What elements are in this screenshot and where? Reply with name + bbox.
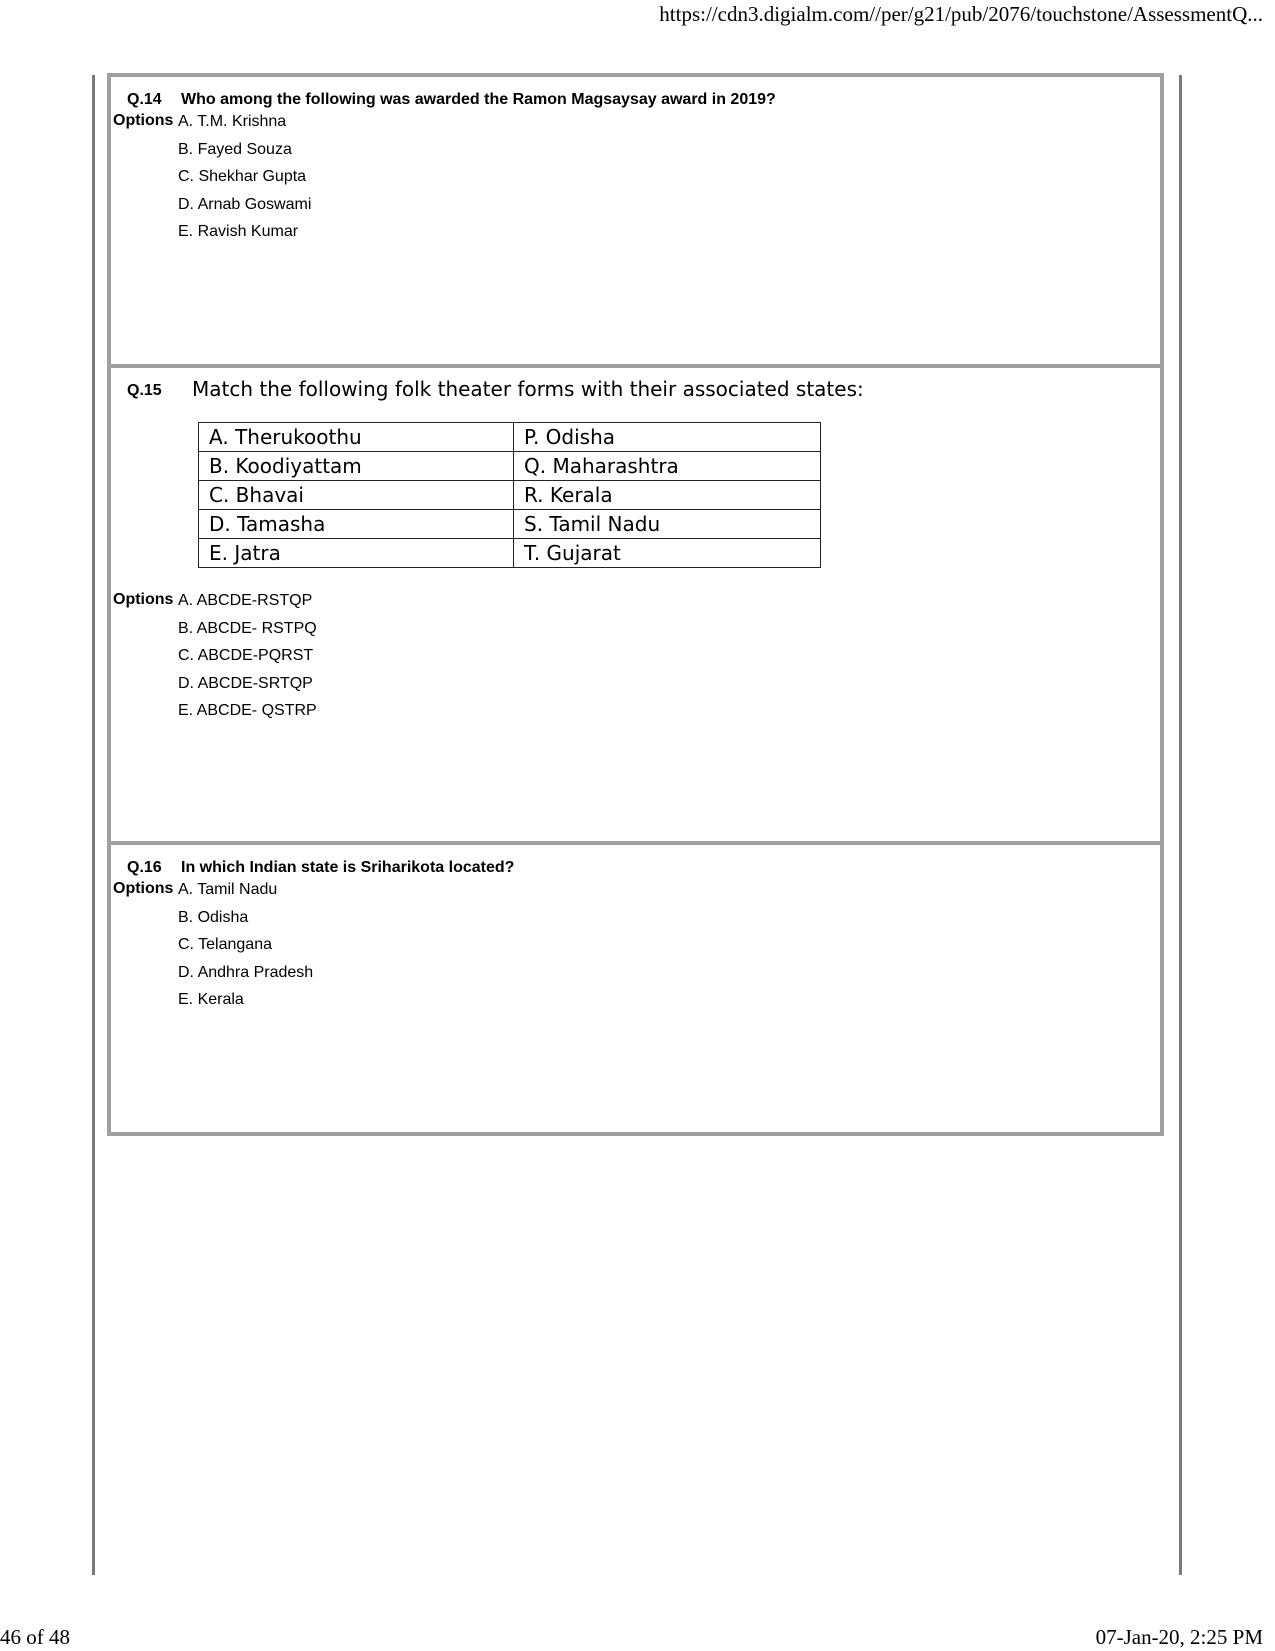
option-c: C. Shekhar Gupta [178, 168, 307, 185]
table-row [199, 452, 821, 481]
table-row [199, 481, 821, 510]
question-number: Q.16 [127, 859, 162, 876]
option-c: C. Telangana [178, 936, 272, 953]
options-label: Options [113, 591, 174, 608]
question-14-box [107, 73, 1164, 368]
table-row [199, 423, 821, 452]
table-cell: B. Koodiyattam [199, 452, 514, 481]
option-b: B. ABCDE- RSTPQ [178, 619, 317, 637]
option-b: B. Odisha [178, 908, 249, 926]
options-list [178, 112, 311, 250]
page-url: https://cdn3.digialm.com//per/g21/pub/2076/touchstone/AssessmentQ... [659, 2, 1263, 26]
option-d: D. Andhra Pradesh [178, 963, 314, 981]
page-counter: 46 of 48 [0, 1625, 70, 1649]
options-list [178, 591, 317, 729]
options-label: Options [113, 112, 174, 129]
table-cell: A. Therukoothu [199, 423, 514, 452]
table-cell: R. Kerala [514, 481, 821, 510]
question-text: In which Indian state is Sriharikota located? [181, 859, 515, 876]
print-datetime: 07-Jan-20, 2:25 PM [1095, 1625, 1263, 1649]
table-row [199, 539, 821, 568]
option-a: A. T.M. Krishna [178, 113, 287, 130]
option-e: E. ABCDE- QSTRP [178, 702, 317, 719]
question-number: Q.14 [127, 91, 162, 108]
table-cell: E. Jatra [199, 539, 514, 568]
question-text: Who among the following was awarded the Ramon Magsaysay award in 2019? [181, 91, 776, 108]
question-text: Match the following folk theater forms with their associated states: [192, 377, 864, 401]
table-cell: T. Gujarat [514, 539, 821, 568]
table-cell: C. Bhavai [199, 481, 514, 510]
option-a: A. ABCDE-RSTQP [178, 592, 313, 609]
question-number: Q.15 [127, 382, 162, 399]
option-e: E. Ravish Kumar [178, 223, 299, 240]
match-table [198, 422, 821, 568]
table-cell: Q. Maharashtra [514, 452, 821, 481]
option-b: B. Fayed Souza [178, 140, 292, 158]
left-border-line [92, 75, 95, 1575]
option-d: D. ABCDE-SRTQP [178, 674, 313, 692]
option-c: C. ABCDE-PQRST [178, 647, 314, 664]
option-d: D. Arnab Goswami [178, 195, 312, 213]
options-list [178, 880, 313, 1018]
option-a: A. Tamil Nadu [178, 881, 278, 898]
table-cell: P. Odisha [514, 423, 821, 452]
options-label: Options [113, 880, 174, 897]
option-e: E. Kerala [178, 991, 244, 1008]
right-border-line [1179, 75, 1182, 1575]
table-row [199, 510, 821, 539]
table-cell: S. Tamil Nadu [514, 510, 821, 539]
question-16-box [107, 841, 1164, 1136]
question-15-box [107, 364, 1164, 845]
table-cell: D. Tamasha [199, 510, 514, 539]
